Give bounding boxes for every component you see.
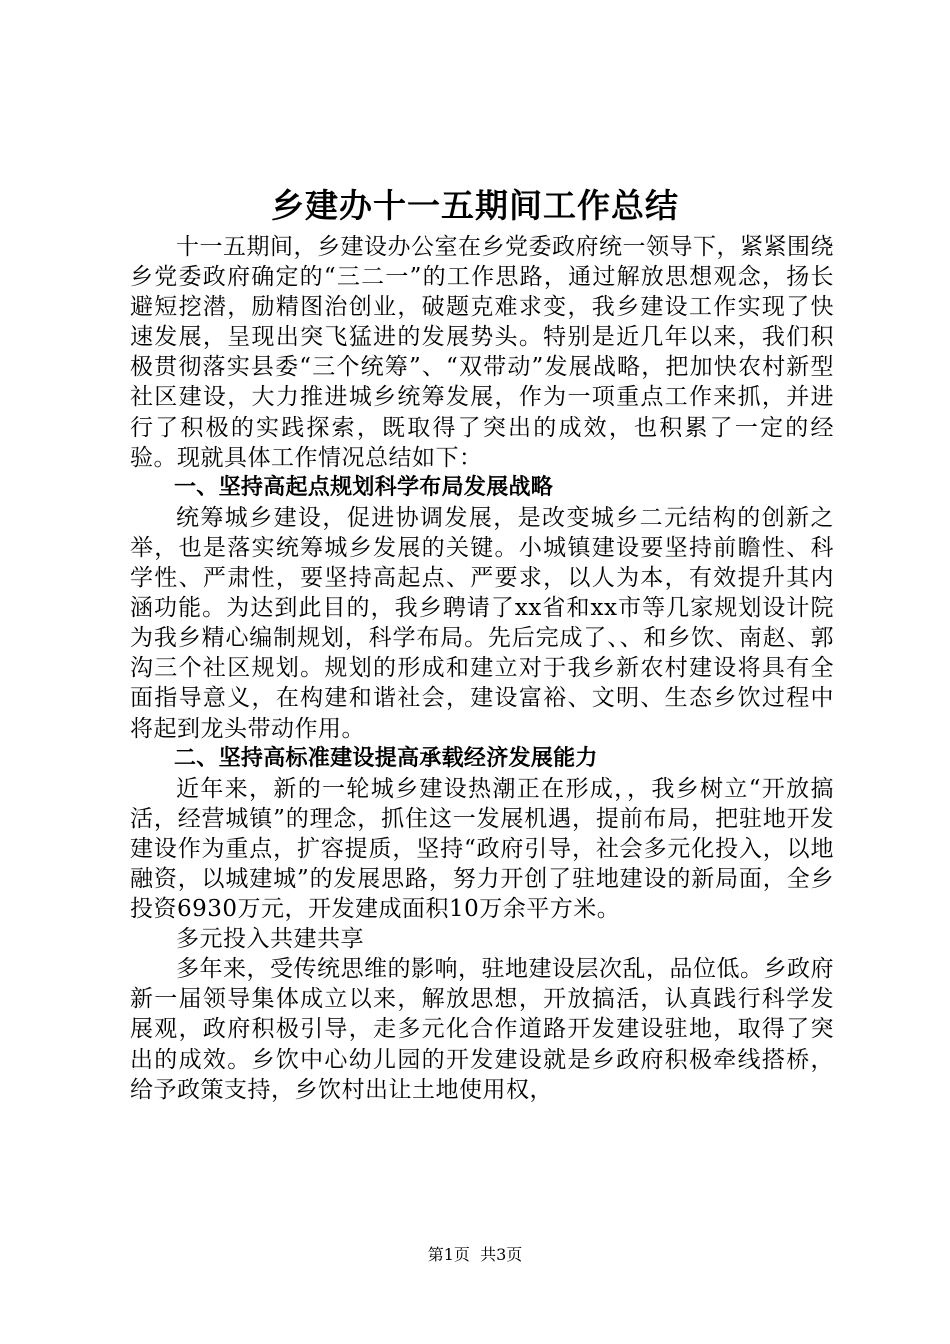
section-1-paragraph: 统筹城乡建设，促进协调发展，是改变城乡二元结构的创新之举，也是落实统筹城乡发展的关键。小城镇建设要坚持前瞻性、科学性、严肃性，要坚持高起点、严要求，以人为本，有效提升其内涵功能。为达到此目的，我乡聘请了xx省和xx市等几家规划设计院为我乡精心编制规划，科学布局。先后完成了、、和乡饮、南赵、郭沟三个社区规划。规划的形成和建立对于我乡新农村建设将具有全面指导意义，在构建和谐社会，建设富裕、文明、生态乡饮过程中将起到龙头带动作用。: [130, 504, 834, 742]
section-2-subheading: 多元投入共建共享: [176, 926, 364, 953]
section-1-heading: 一、坚持高起点规划科学布局发展战略: [174, 474, 554, 500]
document-title: 乡建办十一五期间工作总结: [271, 186, 679, 225]
page-footer: 第1页 共3页: [427, 1245, 523, 1264]
section-2-paragraph-2: 多年来，受传统思维的影响，驻地建设层次乱，品位低。乡政府新一届领导集体成立以来，解放思想，开放搞活，认真践行科学发展观，政府积极引导，走多元化合作道路开发建设驻地，取得了突出的成效。乡饮中心幼儿园的开发建设就是乡政府积极牵线搭桥，给予政策支持，乡饮村出让土地使用权，: [130, 956, 834, 1103]
section-2-paragraph: 近年来，新的一轮城乡建设热潮正在形成，，我乡树立“开放搞活，经营城镇”的理念，抓住这一发展机遇，提前布局，把驻地开发建设作为重点，扩容提质，坚持“政府引导，社会多元化投入，以地融资，以城建城”的发展思路，努力开创了驻地建设的新局面，全乡投资6930万元，开发建成面积10万余平方米。: [130, 775, 834, 923]
document-body: [130, 232, 834, 1105]
intro-paragraph: 十一五期间，乡建设办公室在乡党委政府统一领导下，紧紧围绕乡党委政府确定的“三二一”的工作思路，通过解放思想观念，扬长避短挖潜，励精图治创业，破题克难求变，我乡建设工作实现了快速发展，呈现出突飞猛进的发展势头。特别是近几年以来，我们积极贯彻落实县委“三个统筹”、“双带动”发展战略，把加快农村新型社区建设，大力推进城乡统筹发展，作为一项重点工作来抓，并进行了积极的实践探索，既取得了突出的成效，也积累了一定的经验。现就具体工作情况总结如下：: [130, 234, 834, 471]
section-2-heading: 二、坚持高标准建设提高承载经济发展能力: [174, 745, 598, 771]
